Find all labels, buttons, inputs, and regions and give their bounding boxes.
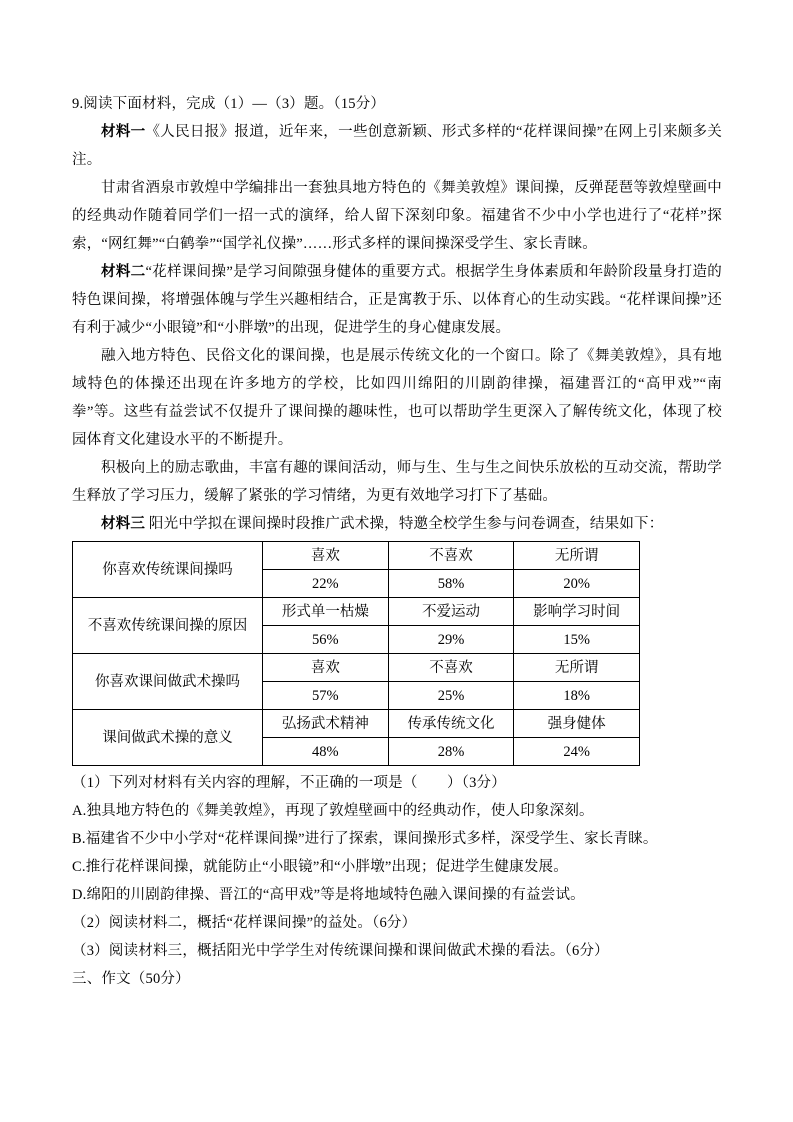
survey-option-cell: 影响学习时间 xyxy=(514,598,640,626)
survey-value-cell: 56% xyxy=(263,626,389,654)
survey-value-cell: 48% xyxy=(263,738,389,766)
survey-option-cell: 弘扬武术精神 xyxy=(263,710,389,738)
table-row xyxy=(73,598,640,626)
survey-value-cell: 57% xyxy=(263,682,389,710)
material-2-para-2: 融入地方特色、民俗文化的课间操，也是展示传统文化的一个窗口。除了《舞美敦煌》，具有地域特色的体操还出现在许多地方的学校，比如四川绵阳的川剧韵律操，福建晋江的“高甲戏”“南拳”等。这些有益尝试不仅提升了课间操的趣味性，也可以帮助学生更深入了解传统文化，体现了校园体育文化建设水平的不断提升。 xyxy=(72,348,722,448)
material-2-para-1 xyxy=(72,258,722,342)
survey-value-cell: 58% xyxy=(388,570,514,598)
choice-a: A.独具地方特色的《舞美敦煌》，再现了敦煌壁画中的经典动作，使人印象深刻。 xyxy=(72,803,594,819)
material-1-label: 材料一 xyxy=(101,124,146,140)
section-3-heading: 三、作文（50分） xyxy=(72,971,190,987)
survey-value-cell: 24% xyxy=(514,738,640,766)
survey-option-cell: 喜欢 xyxy=(263,542,389,570)
material-3-label: 材料三 xyxy=(101,516,146,532)
survey-question-cell: 课间做武术操的意义 xyxy=(73,710,263,766)
choice-b: B.福建省不少中小学对“花样课间操”进行了探索，课间操形式多样，深受学生、家长青睐。 xyxy=(72,831,658,847)
survey-value-cell: 20% xyxy=(514,570,640,598)
choice-d: D.绵阳的川剧韵律操、晋江的“高甲戏”等是将地域特色融入课间操的有益尝试。 xyxy=(72,887,585,903)
survey-question-cell: 你喜欢传统课间操吗 xyxy=(73,542,263,598)
material-3-text: 阳光中学拟在课间操时段推广武术操，特邀全校学生参与问卷调查，结果如下： xyxy=(145,516,664,532)
material-3-para-1 xyxy=(72,510,722,538)
survey-table xyxy=(72,541,640,766)
survey-question-cell: 你喜欢课间做武术操吗 xyxy=(73,654,263,710)
survey-option-cell: 传承传统文化 xyxy=(388,710,514,738)
material-2-label: 材料二 xyxy=(101,264,146,280)
choice-c: C.推行花样课间操，就能防止“小眼镜”和“小胖墩”出现；促进学生健康发展。 xyxy=(72,859,568,875)
table-row xyxy=(73,654,640,682)
survey-question-cell: 不喜欢传统课间操的原因 xyxy=(73,598,263,654)
material-2-para-3: 积极向上的励志歌曲，丰富有趣的课间活动，师与生、生与生之间快乐放松的互动交流，帮助学生释放了学习压力，缓解了紧张的学习情绪，为更有效地学习打下了基础。 xyxy=(72,460,722,504)
material-1-para-2: 甘肃省酒泉市敦煌中学编排出一套独具地方特色的《舞美敦煌》课间操，反弹琵琶等敦煌壁画中的经典动作随着同学们一招一式的演绎，给人留下深刻印象。福建省不少中小学也进行了“花样”探索，“网红舞”“白鹤拳”“国学礼仪操”……形式多样的课间操深受学生、家长青睐。 xyxy=(72,180,722,252)
survey-option-cell: 无所谓 xyxy=(514,542,640,570)
survey-option-cell: 不喜欢 xyxy=(388,654,514,682)
survey-value-cell: 29% xyxy=(388,626,514,654)
material-2-text: “花样课间操”是学习间隙强身健体的重要方式。根据学生身体素质和年龄阶段量身打造的特色课间操，将增强体魄与学生兴趣相结合，正是寓教于乐、以体育心的生动实践。“花样课间操”还有利于减少“小眼镜”和“小胖墩”的出现，促进学生的身心健康发展。 xyxy=(72,264,722,336)
survey-value-cell: 18% xyxy=(514,682,640,710)
survey-value-cell: 22% xyxy=(263,570,389,598)
table-row xyxy=(73,542,640,570)
survey-option-cell: 形式单一枯燥 xyxy=(263,598,389,626)
survey-option-cell: 喜欢 xyxy=(263,654,389,682)
table-row xyxy=(73,710,640,738)
sub-question-3: （3）阅读材料三，概括阳光中学学生对传统课间操和课间做武术操的看法。（6分） xyxy=(72,943,609,959)
material-1-para-1 xyxy=(72,118,722,174)
sub-question-2: （2）阅读材料二，概括“花样课间操”的益处。（6分） xyxy=(72,915,417,931)
survey-value-cell: 25% xyxy=(388,682,514,710)
material-1-text: 《人民日报》报道，近年来，一些创意新颖、形式多样的“花样课间操”在网上引来颇多关注。 xyxy=(72,124,722,168)
sub-question-1: （1）下列对材料有关内容的理解，不正确的一项是（ ）（3分） xyxy=(72,775,506,791)
survey-option-cell: 不喜欢 xyxy=(388,542,514,570)
question-9-intro: 9.阅读下面材料，完成（1）—（3）题。（15分） xyxy=(72,96,386,112)
survey-option-cell: 无所谓 xyxy=(514,654,640,682)
survey-value-cell: 15% xyxy=(514,626,640,654)
survey-option-cell: 强身健体 xyxy=(514,710,640,738)
survey-value-cell: 28% xyxy=(388,738,514,766)
survey-option-cell: 不爱运动 xyxy=(388,598,514,626)
